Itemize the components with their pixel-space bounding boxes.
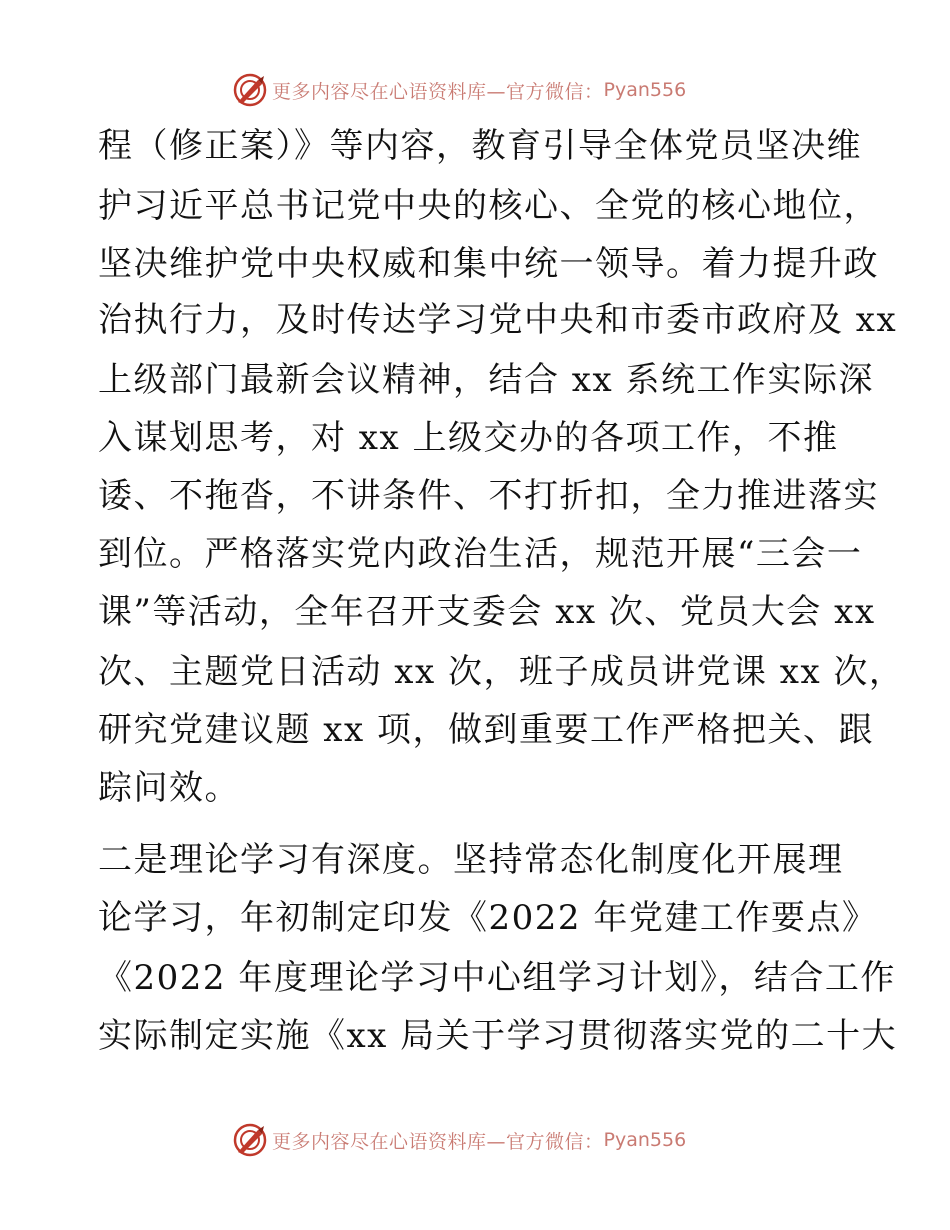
text-line: 诿、不拖沓，不讲条件、不打折扣，全力推进落实 — [98, 476, 879, 516]
watermark-text: 更多内容尽在心语资料库—官方微信： — [272, 1130, 604, 1153]
logo-icon — [232, 1122, 268, 1158]
watermark-footer — [232, 1122, 686, 1158]
text-line: 踪问效。 — [98, 768, 240, 808]
text-line: 坚决维护党中央权威和集中统一领导。着力提升政 — [98, 244, 879, 284]
text-line: 次、主题党日活动 xx 次，班子成员讲党课 xx 次， — [98, 652, 905, 692]
text-line: 入谋划思考，对 xx 上级交办的各项工作，不推 — [98, 418, 839, 458]
watermark-text: 更多内容尽在心语资料库—官方微信： — [272, 80, 604, 103]
text-line: 护习近平总书记党中央的核心、全党的核心地位， — [98, 186, 879, 226]
logo-icon — [232, 72, 268, 108]
text-line: 程（修正案）》等内容，教育引导全体党员坚决维 — [98, 126, 862, 166]
text-line: 研究党建议题 xx 项，做到重要工作严格把关、跟 — [98, 710, 874, 750]
watermark-handle: Pyan556 — [603, 1129, 687, 1151]
text-line: 上级部门最新会议精神，结合 xx 系统工作实际深 — [98, 360, 874, 400]
text-line: 《2022 年度理论学习中心组学习计划》，结合工作 — [98, 958, 896, 998]
watermark-header — [232, 72, 686, 108]
text-line: 实际制定实施《xx 局关于学习贯彻落实党的二十大 — [98, 1016, 898, 1056]
text-line: 到位。严格落实党内政治生活，规范开展“三会一 — [98, 534, 863, 574]
text-line: 课”等活动，全年召开支委会 xx 次、党员大会 xx — [98, 592, 876, 632]
watermark-handle: Pyan556 — [603, 79, 687, 101]
text-line: 二是理论学习有深度。坚持常态化制度化开展理 — [98, 840, 844, 880]
text-line: 治执行力，及时传达学习党中央和市委市政府及 xx — [98, 300, 898, 340]
text-line: 论学习，年初制定印发《2022 年党建工作要点》 — [98, 898, 878, 938]
